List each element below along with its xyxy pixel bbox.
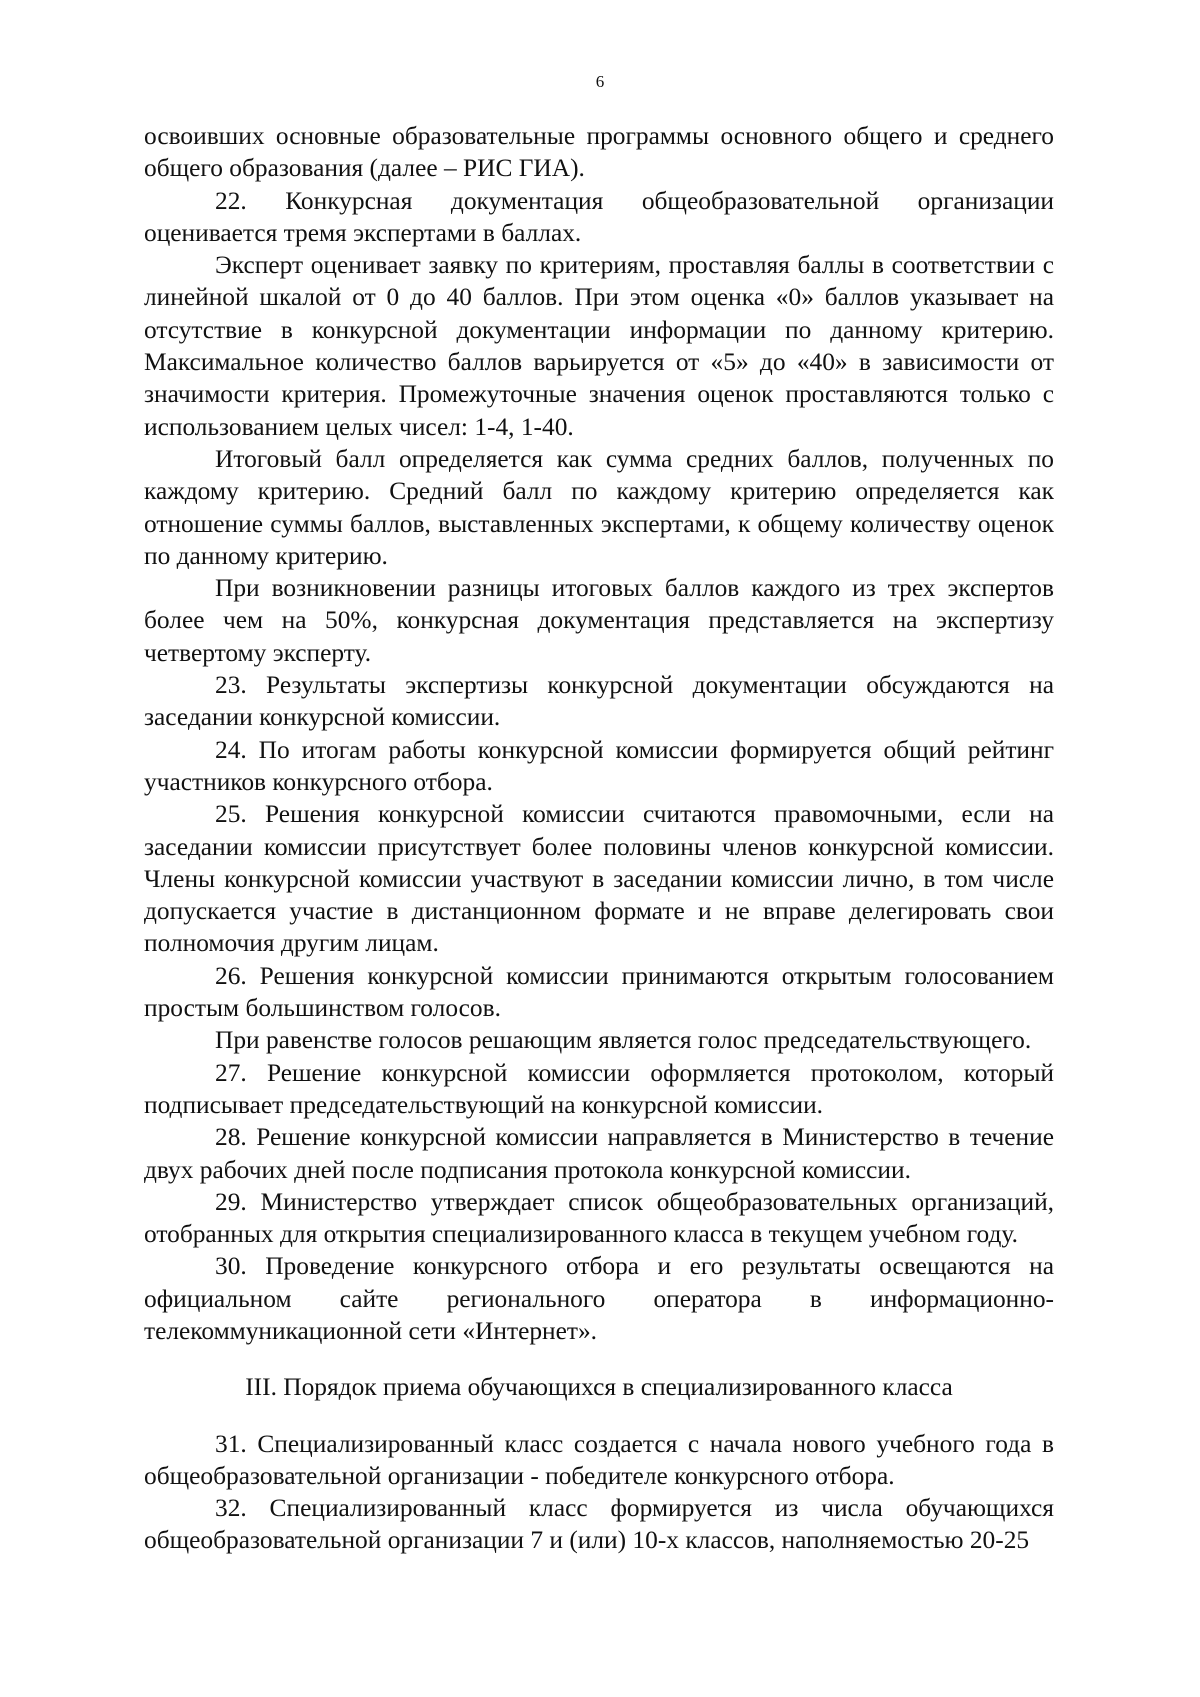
paragraph-item-23: 23. Результаты экспертизы конкурсной документации обсуждаются на заседании конкурсной комиссии. bbox=[144, 671, 1054, 732]
paragraph-item-27: 27. Решение конкурсной комиссии оформляется протоколом, который подписывает председательствующий на конкурсной комиссии. bbox=[144, 1058, 1054, 1119]
paragraph-item-25: 25. Решения конкурсной комиссии считаются правомочными, если на заседании комиссии присутствует более половины членов конкурсной комиссии. Члены конкурсной комиссии участвуют в заседании комиссии лично, в том числе допускается участие в дистанционном формате и не вправе делегировать свои полномочия другим лицам. bbox=[144, 800, 1054, 958]
paragraph-item-22: 22. Конкурсная документация общеобразовательной организации оценивается тремя экспертами в баллах. bbox=[144, 186, 1054, 247]
paragraph-final-score: Итоговый балл определяется как сумма средних баллов, полученных по каждому критерию. Средний балл по каждому критерию определяется как отношение суммы баллов, выставленных экспертами, к общему количеству оценок по данному критерию. bbox=[144, 444, 1054, 570]
paragraph-item-29: 29. Министерство утверждает список общеобразовательных организаций, отобранных для открытия специализированного класса в текущем учебном году. bbox=[144, 1187, 1054, 1249]
section-heading: III. Порядок приема обучающихся в специализированного класса bbox=[245, 1373, 953, 1402]
document-body bbox=[144, 120, 1054, 1557]
paragraph-item-28: 28. Решение конкурсной комиссии направляется в Министерство в течение двух рабочих дней после подписания протокола конкурсной комиссии. bbox=[144, 1123, 1054, 1184]
paragraph-continuation: освоивших основные образовательные программы основного общего и среднего общего образования (далее – РИС ГИА). bbox=[144, 122, 1054, 183]
paragraph-tie-vote: При равенстве голосов решающим является голос председательствующего. bbox=[215, 1026, 1032, 1055]
paragraph-item-26: 26. Решения конкурсной комиссии принимаются открытым голосованием простым большинством голосов. bbox=[144, 961, 1054, 1023]
paragraph-item-24: 24. По итогам работы конкурсной комиссии формируется общий рейтинг участников конкурсного отбора. bbox=[144, 735, 1054, 796]
paragraph-expert-scoring: Эксперт оценивает заявку по критериям, проставляя баллы в соответствии с линейной шкалой от 0 до 40 баллов. При этом оценка «0» баллов указывает на отсутствие в конкурсной документации информации по данному критерию. Максимальное количество баллов варьируется от «5» до «40» в зависимости от значимости критерия. Промежуточные значения оценок проставляются только с использованием целых чисел: 1-4, 1-40. bbox=[144, 251, 1054, 441]
paragraph-item-32: 32. Специализированный класс формируется из числа обучающихся общеобразовательной организации 7 и (или) 10-х классов, наполняемостью 20-25 bbox=[144, 1494, 1054, 1555]
paragraph-item-31: 31. Специализированный класс создается с начала нового учебного года в общеобразовательной организации - победителе конкурсного отбора. bbox=[144, 1429, 1054, 1490]
page-number: 6 bbox=[595, 72, 605, 91]
paragraph-item-30: 30. Проведение конкурсного отбора и его результаты освещаются на официальном сайте регионального оператора в информационно-телекоммуникационной сети «Интернет». bbox=[144, 1252, 1054, 1345]
paragraph-fourth-expert: При возникновении разницы итоговых баллов каждого из трех экспертов более чем на 50%, конкурсная документация представляется на экспертизу четвертому эксперту. bbox=[144, 574, 1054, 667]
